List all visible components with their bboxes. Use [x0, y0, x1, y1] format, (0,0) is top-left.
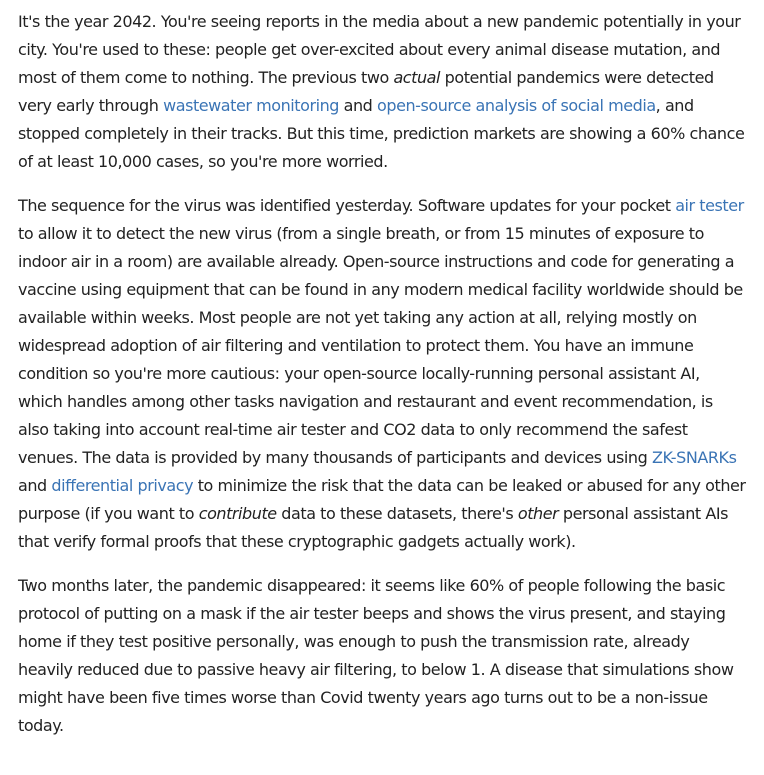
emphasis-contribute: contribute — [198, 504, 277, 523]
social-media-analysis-link[interactable]: open-source analysis of social media — [377, 96, 656, 115]
paragraph-3-text-1: Two months later, the pandemic disappeared: it seems like 60% of people following the basic protocol of putting on a mask if the air tester beeps and shows the virus present, and staying home if they test positive personally, was enough to push the transmission rate, already heavily reduced due to passive heavy air filtering, to below 1. A disease that simulations show might have been five times worse than Covid twenty years ago turns out to be a non-issue today. — [18, 576, 734, 735]
paragraph-3 — [18, 572, 746, 740]
paragraph-2-text-5: data to these datasets, there's — [276, 504, 518, 523]
paragraph-2-text-4: to minimize the risk that the data can be leaked or abused for any other purpose (if you want to — [18, 476, 746, 523]
paragraph-1-text-1: It's the year 2042. You're seeing reports in the media about a new pandemic potentially in your city. You're used to these: people get over-excited about every animal disease mutation, and most of them come to nothing. The previous two — [18, 12, 741, 87]
paragraph-2-text-1: The sequence for the virus was identified yesterday. Software updates for your pocket — [18, 196, 676, 215]
paragraph-2 — [18, 192, 746, 556]
paragraph-1-text-2: potential pandemics were detected very early through — [18, 68, 714, 115]
differential-privacy-link[interactable]: differential privacy — [51, 476, 194, 495]
paragraph-1 — [18, 8, 746, 176]
paragraph-2-text-3: and — [18, 476, 52, 495]
paragraph-2-text-6: personal assistant AIs that verify formal proofs that these cryptographic gadgets actually work). — [18, 504, 729, 551]
zk-snarks-link[interactable]: ZK-SNARKs — [651, 448, 737, 467]
emphasis-actual: actual — [393, 68, 441, 87]
wastewater-monitoring-link[interactable]: wastewater monitoring — [163, 96, 339, 115]
paragraph-1-text-4: , and stopped completely in their tracks. But this time, prediction markets are showing a 60% chance of at least 10,000 cases, so you're more worried. — [18, 96, 745, 171]
paragraph-1-text-3: and — [339, 96, 378, 115]
paragraph-2-text-2: to allow it to detect the new virus (from a single breath, or from 15 minutes of exposure to indoor air in a room) are available already. Open-source instructions and code for generating a vaccine using equipment that can be found in any modern medical facility worldwide should be available within weeks. Most people are not yet taking any action at all, relying mostly on widespread adoption of air filtering and ventilation to protect them. You have an immune condition so you're more cautious: your open-source locally-running personal assistant AI, which handles among other tasks navigation and restaurant and event recommendation, is also taking into account real-time air tester and CO2 data to only recommend the safest venues. The data is provided by many thousands of participants and devices using — [18, 224, 743, 467]
air-tester-link[interactable]: air tester — [675, 196, 744, 215]
emphasis-other: other — [517, 504, 559, 523]
